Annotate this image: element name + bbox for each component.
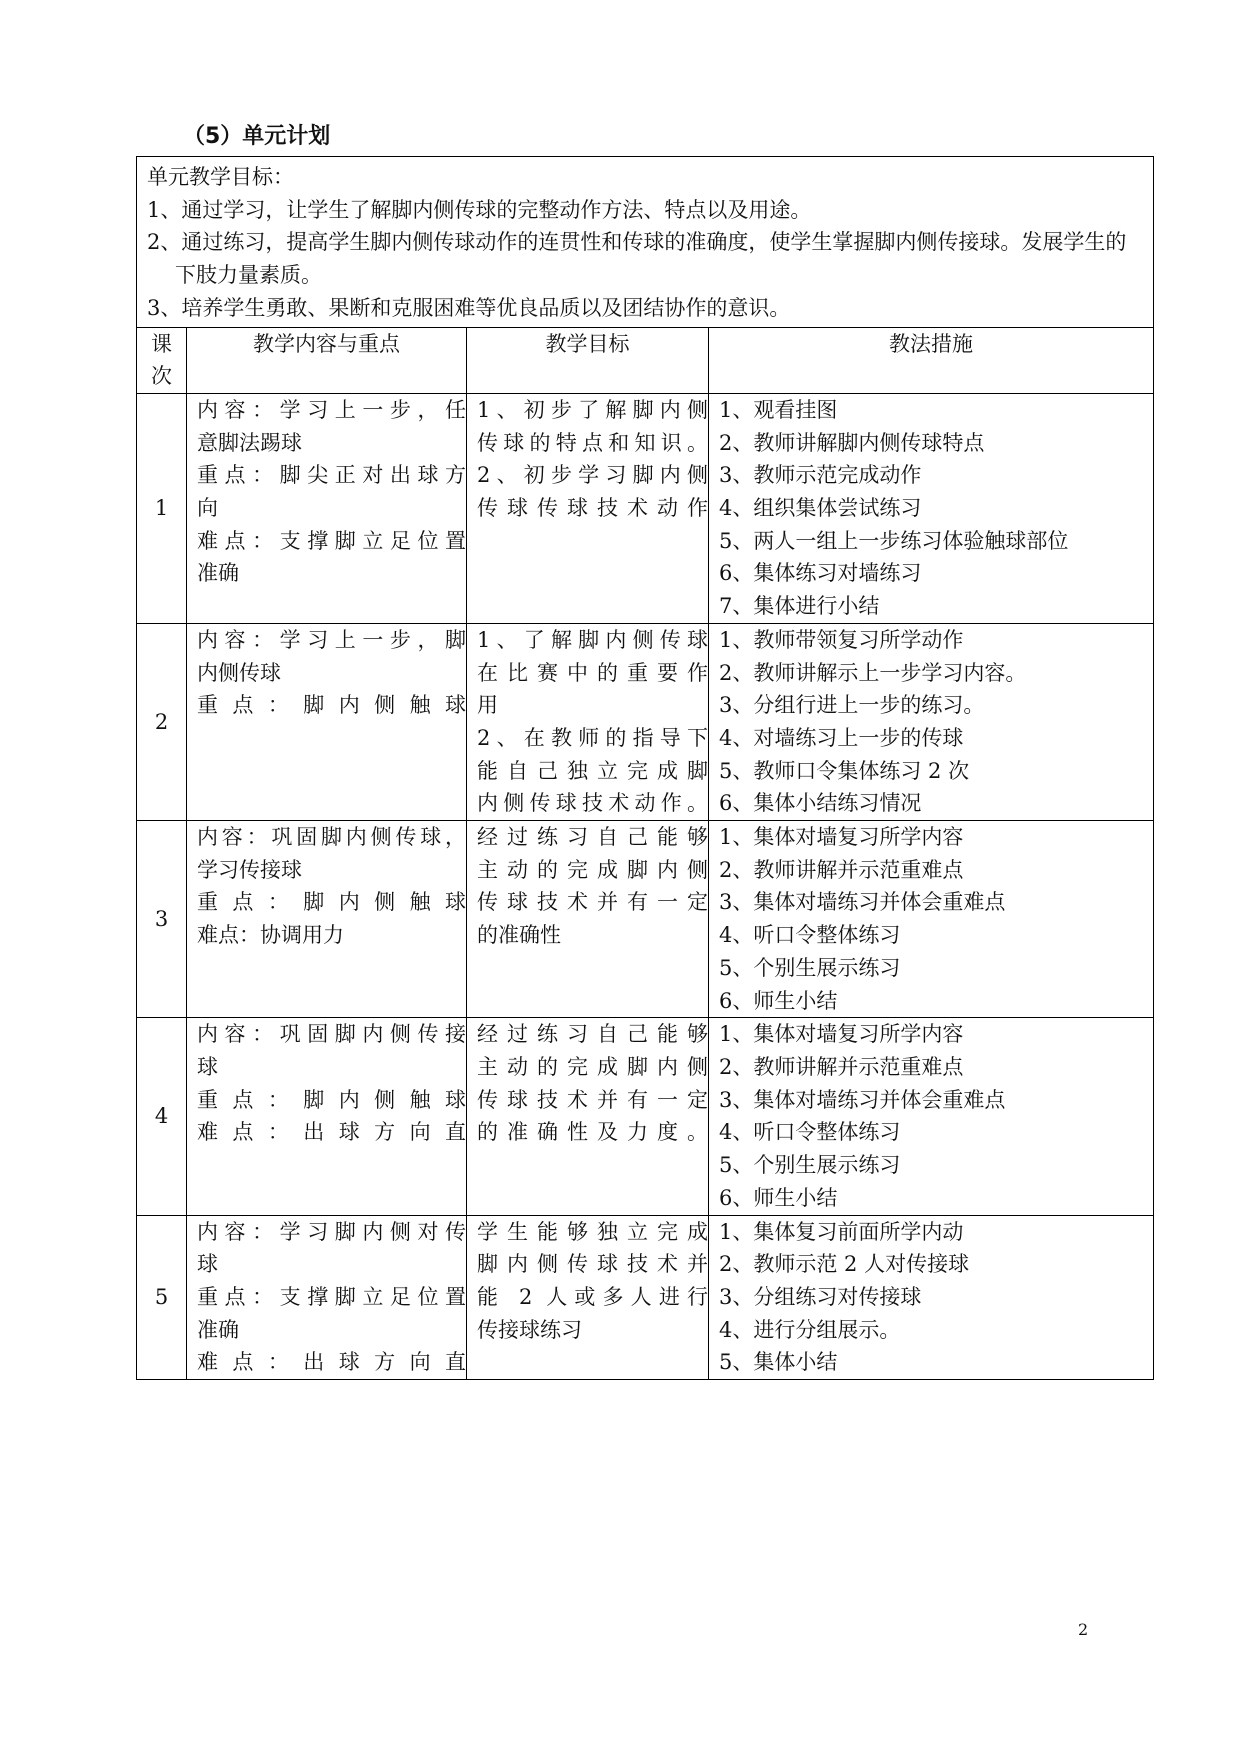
lesson-content-line: 准确 [197, 561, 239, 586]
lesson-method-line: 2、教师讲解脚内侧传球特点 [719, 430, 985, 455]
lesson-content-line: 内容：巩固脚内侧传接 [197, 1022, 466, 1047]
lesson-method-line: 1、集体对墙复习所学内容 [719, 1022, 964, 1047]
lesson-method [709, 623, 1154, 820]
lesson-content-line: 球 [197, 1054, 218, 1079]
lesson-method-line: 3、教师示范完成动作 [719, 463, 922, 488]
lesson-number: 4 [137, 1018, 187, 1215]
header-goal: 教学目标 [467, 327, 709, 393]
lesson-goal-line: 的准确性及力度。 [477, 1120, 708, 1145]
lesson-content-line: 内容：学习脚内侧对传 [197, 1219, 466, 1244]
lesson-content [187, 1018, 467, 1215]
lesson-method-line: 4、组织集体尝试练习 [719, 496, 922, 521]
lesson-method [709, 821, 1154, 1018]
lesson-goal-line: 经过练习自己能够 [477, 825, 708, 850]
lesson-method-line: 1、集体复习前面所学内动 [719, 1219, 964, 1244]
lesson-method-line: 3、集体对墙练习并体会重难点 [719, 890, 1006, 915]
lesson-method-line: 4、进行分组展示。 [719, 1317, 901, 1342]
lesson-content-line: 难点：出球方向直 [197, 1350, 466, 1375]
lesson-goal-line: 能 2 人或多人进行 [477, 1284, 708, 1309]
lesson-goal [467, 1018, 709, 1215]
lesson-content-line: 内容：巩固脚内侧传球， [197, 825, 466, 850]
lesson-content-line: 内容：学习上一步，任 [197, 397, 466, 422]
lesson-goal-line: 在比赛中的重要作 [477, 660, 708, 685]
lesson-content-line: 难点：出球方向直 [197, 1120, 466, 1145]
lesson-goal-line: 1、初步了解脚内侧 [477, 397, 708, 422]
lesson-content-line: 重点：支撑脚立足位置 [197, 1284, 466, 1309]
lesson-content [187, 821, 467, 1018]
header-lesson-number: 课 次 [137, 327, 187, 393]
lesson-method-line: 6、师生小结 [719, 988, 838, 1013]
lesson-goal-line: 传球技术并有一定 [477, 890, 708, 915]
lesson-goal-line: 脚内侧传球技术并 [477, 1252, 708, 1277]
lesson-method-line: 4、对墙练习上一步的传球 [719, 725, 964, 750]
lesson-content-line: 向 [197, 496, 218, 521]
lesson-method-line: 5、两人一组上一步练习体验触球部位 [719, 528, 1069, 553]
lesson-method-line: 7、集体进行小结 [719, 594, 880, 619]
lesson-goal-line: 主动的完成脚内侧 [477, 857, 708, 882]
lesson-method-line: 5、个别生展示练习 [719, 1153, 901, 1178]
lesson-content-line: 重点：脚内侧触球 [197, 693, 466, 718]
table-row [137, 821, 1154, 1018]
lesson-method-line: 6、师生小结 [719, 1185, 838, 1210]
lesson-goal-line: 1、了解脚内侧传球 [477, 627, 708, 652]
lesson-content-line: 准确 [197, 1317, 239, 1342]
lesson-content-line: 意脚法踢球 [197, 430, 302, 455]
lesson-method-line: 5、集体小结 [719, 1350, 838, 1375]
lesson-method-line: 3、集体对墙练习并体会重难点 [719, 1087, 1006, 1112]
lesson-goal-line: 传接球练习 [477, 1317, 582, 1342]
unit-plan-table [136, 156, 1154, 1380]
lesson-method [709, 393, 1154, 623]
lesson-method-line: 2、教师讲解并示范重难点 [719, 857, 964, 882]
lesson-method-line: 2、教师讲解示上一步学习内容。 [719, 660, 1027, 685]
lesson-method-line: 4、听口令整体练习 [719, 923, 901, 948]
lesson-method [709, 1215, 1154, 1380]
lesson-content-line: 球 [197, 1252, 218, 1277]
lesson-goal-line: 主动的完成脚内侧 [477, 1054, 708, 1079]
objectives-cell [137, 157, 1154, 328]
lesson-method-line: 5、个别生展示练习 [719, 955, 901, 980]
lesson-method-line: 2、教师示范 2 人对传接球 [719, 1252, 970, 1277]
lesson-goal-line: 学生能够独立完成 [477, 1219, 708, 1244]
lesson-method-line: 1、集体对墙复习所学内容 [719, 825, 964, 850]
lesson-content-line: 重点：脚尖正对出球方 [197, 463, 466, 488]
lesson-content-line: 重点：脚内侧触球 [197, 1087, 466, 1112]
objective-item: 2、通过练习，提高学生脚内侧传球动作的连贯性和传球的准确度，使学生掌握脚内侧传接球。发展学生的下肢力量素质。 [147, 230, 1127, 288]
lesson-goal [467, 393, 709, 623]
lesson-content-line: 内容：学习上一步，脚 [197, 627, 466, 652]
header-method: 教法措施 [709, 327, 1154, 393]
objective-item: 3、培养学生勇敢、果断和克服困难等优良品质以及团结协作的意识。 [147, 295, 791, 320]
page-number: 2 [1078, 1620, 1089, 1639]
lesson-content-line: 内侧传球 [197, 660, 281, 685]
lesson-goal-line: 传球的特点和知识。 [477, 430, 708, 455]
lesson-content-line: 重点：脚内侧触球 [197, 890, 466, 915]
lesson-method [709, 1018, 1154, 1215]
lesson-number: 3 [137, 821, 187, 1018]
lesson-method-line: 3、分组练习对传接球 [719, 1284, 922, 1309]
table-row [137, 1018, 1154, 1215]
objectives-heading: 单元教学目标： [147, 165, 294, 189]
lesson-goal-line: 的准确性 [477, 923, 561, 948]
lesson-number: 2 [137, 623, 187, 820]
lesson-method-line: 6、集体练习对墙练习 [719, 561, 922, 586]
objectives-row [137, 157, 1154, 328]
lesson-goal-line: 经过练习自己能够 [477, 1022, 708, 1047]
objective-item: 1、通过学习，让学生了解脚内侧传球的完整动作方法、特点以及用途。 [147, 197, 812, 222]
lesson-content [187, 1215, 467, 1380]
lesson-content [187, 393, 467, 623]
lesson-method-line: 1、观看挂图 [719, 397, 838, 422]
lesson-goal-line: 用 [477, 693, 498, 718]
lesson-goal [467, 623, 709, 820]
lesson-goal-line: 传球技术并有一定 [477, 1087, 708, 1112]
lesson-method-line: 5、教师口令集体练习 2 次 [719, 758, 970, 783]
lesson-method-line: 2、教师讲解并示范重难点 [719, 1054, 964, 1079]
lesson-goal [467, 821, 709, 1018]
table-row [137, 393, 1154, 623]
lesson-number: 1 [137, 393, 187, 623]
lesson-goal-line: 能自己独立完成脚 [477, 758, 708, 783]
lesson-method-line: 1、教师带领复习所学动作 [719, 627, 964, 652]
lesson-content [187, 623, 467, 820]
lesson-goal-line: 2、在教师的指导下 [477, 725, 708, 750]
table-header-row [137, 327, 1154, 393]
lesson-content-line: 学习传接球 [197, 857, 302, 882]
lesson-method-line: 3、分组行进上一步的练习。 [719, 693, 985, 718]
table-row [137, 623, 1154, 820]
lesson-content-line: 难点：协调用力 [197, 923, 344, 948]
lesson-method-line: 6、集体小结练习情况 [719, 791, 922, 816]
lesson-number: 5 [137, 1215, 187, 1380]
lesson-goal-line: 2、初步学习脚内侧 [477, 463, 708, 488]
table-row [137, 1215, 1154, 1380]
lesson-method-line: 4、听口令整体练习 [719, 1120, 901, 1145]
lesson-goal [467, 1215, 709, 1380]
lesson-goal-line: 传球传球技术动作 [477, 496, 708, 521]
lesson-content-line: 难点：支撑脚立足位置 [197, 528, 466, 553]
header-content: 教学内容与重点 [187, 327, 467, 393]
lesson-goal-line: 内侧传球技术动作。 [477, 791, 708, 816]
section-title: （5）单元计划 [183, 124, 331, 149]
